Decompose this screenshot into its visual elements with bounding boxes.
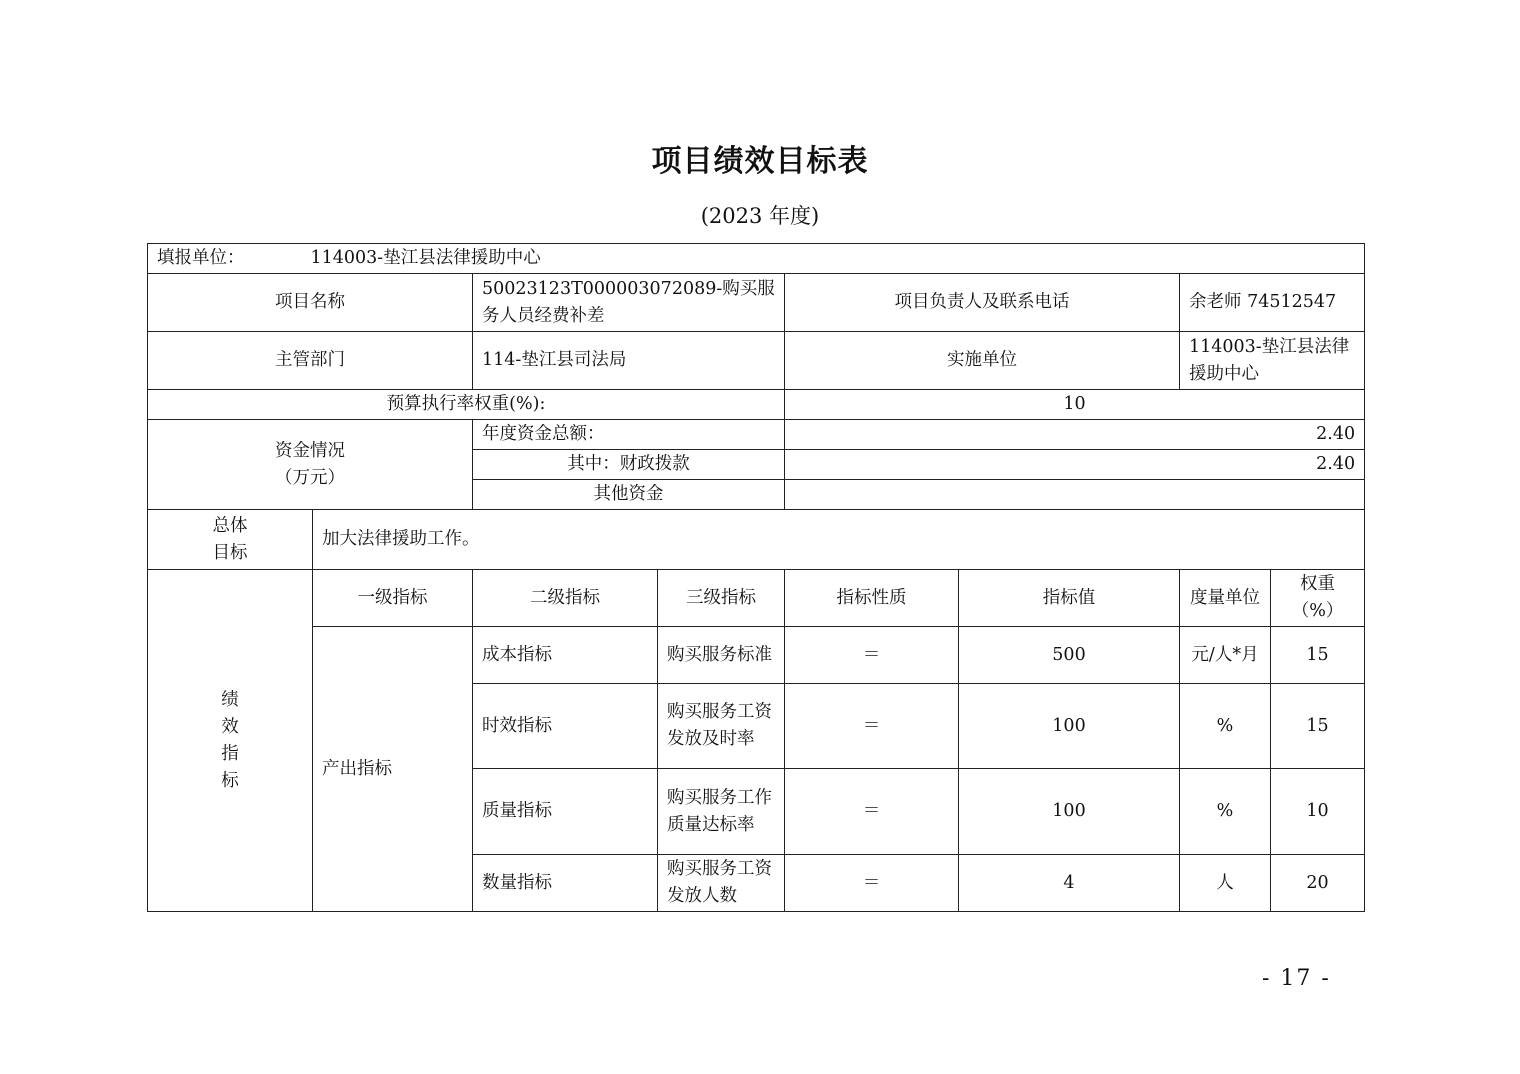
value-cell: 100 bbox=[959, 684, 1180, 769]
funds-label-text: 资金情况 bbox=[275, 440, 345, 461]
level3-cell: 购买服务工作质量达标率 bbox=[658, 769, 785, 855]
level3-cell: 购买服务标准 bbox=[658, 627, 785, 684]
unit-cell: 人 bbox=[1180, 855, 1271, 912]
funds-other-value bbox=[785, 480, 1365, 510]
indicator-header-row bbox=[148, 570, 1365, 627]
funds-other-label: 其他资金 bbox=[473, 480, 785, 510]
header-level2: 二级指标 bbox=[473, 570, 658, 627]
performance-table bbox=[147, 243, 1365, 912]
level2-cell: 时效指标 bbox=[473, 684, 658, 769]
level2-cell: 质量指标 bbox=[473, 769, 658, 855]
level3-cell: 购买服务工资发放及时率 bbox=[658, 684, 785, 769]
document-title: 项目绩效目标表 bbox=[651, 144, 869, 179]
level1-value: 产出指标 bbox=[313, 627, 473, 912]
funds-unit-text: （万元） bbox=[275, 467, 345, 488]
funds-total-row bbox=[148, 420, 1365, 450]
header-unit: 度量单位 bbox=[1180, 570, 1271, 627]
value-cell: 500 bbox=[959, 627, 1180, 684]
weight-cell: 15 bbox=[1271, 627, 1365, 684]
indicator-row bbox=[148, 627, 1365, 684]
level3-cell: 购买服务工资发放人数 bbox=[658, 855, 785, 912]
indicator-section-char: 指 bbox=[221, 743, 239, 764]
funds-fiscal-label: 其中：财政拨款 bbox=[473, 450, 785, 480]
goal-label bbox=[148, 510, 313, 570]
goal-label-line2: 目标 bbox=[212, 542, 248, 563]
dept-label: 主管部门 bbox=[148, 332, 473, 390]
funds-label bbox=[148, 420, 473, 510]
page-number: - 17 - bbox=[1262, 966, 1331, 991]
unit-cell: 元/人*月 bbox=[1180, 627, 1271, 684]
project-name-value: 50023123T000003072089-购买服务人员经费补差 bbox=[473, 274, 785, 332]
goal-label-line1: 总体 bbox=[212, 515, 248, 536]
indicator-section-char: 效 bbox=[221, 716, 239, 737]
header-nature: 指标性质 bbox=[785, 570, 959, 627]
value-cell: 100 bbox=[959, 769, 1180, 855]
header-level3: 三级指标 bbox=[658, 570, 785, 627]
level2-cell: 成本指标 bbox=[473, 627, 658, 684]
goal-row bbox=[148, 510, 1365, 570]
impl-unit-value: 114003-垫江县法律援助中心 bbox=[1180, 332, 1365, 390]
funds-total-label: 年度资金总额： bbox=[473, 420, 785, 450]
contact-value: 余老师 74512547 bbox=[1180, 274, 1365, 332]
nature-cell: ＝ bbox=[785, 769, 959, 855]
funds-total-value: 2.40 bbox=[785, 420, 1365, 450]
weight-cell: 15 bbox=[1271, 684, 1365, 769]
weight-cell: 20 bbox=[1271, 855, 1365, 912]
nature-cell: ＝ bbox=[785, 855, 959, 912]
value-cell: 4 bbox=[959, 855, 1180, 912]
header-level1: 一级指标 bbox=[313, 570, 473, 627]
budget-rate-value: 10 bbox=[785, 390, 1365, 420]
fill-unit-label: 填报单位： bbox=[157, 248, 245, 268]
indicator-section-char: 绩 bbox=[221, 689, 239, 710]
fill-unit-row bbox=[148, 244, 1365, 274]
dept-value: 114-垫江县司法局 bbox=[473, 332, 785, 390]
dept-row bbox=[148, 332, 1365, 390]
contact-label: 项目负责人及联系电话 bbox=[785, 274, 1180, 332]
header-weight: 权重（%） bbox=[1271, 570, 1365, 627]
budget-rate-row bbox=[148, 390, 1365, 420]
impl-unit-label: 实施单位 bbox=[785, 332, 1180, 390]
indicator-section-label bbox=[148, 570, 313, 912]
goal-text: 加大法律援助工作。 bbox=[313, 510, 1365, 570]
fill-unit-cell bbox=[148, 244, 1365, 274]
project-name-row bbox=[148, 274, 1365, 332]
level2-cell: 数量指标 bbox=[473, 855, 658, 912]
project-name-label: 项目名称 bbox=[148, 274, 473, 332]
fill-unit-value: 114003-垫江县法律援助中心 bbox=[310, 248, 541, 268]
header-value: 指标值 bbox=[959, 570, 1180, 627]
budget-rate-label: 预算执行率权重(%): bbox=[148, 390, 785, 420]
nature-cell: ＝ bbox=[785, 684, 959, 769]
unit-cell: % bbox=[1180, 684, 1271, 769]
indicator-section-char: 标 bbox=[221, 770, 239, 791]
unit-cell: % bbox=[1180, 769, 1271, 855]
weight-cell: 10 bbox=[1271, 769, 1365, 855]
document-subtitle: (2023 年度) bbox=[700, 204, 820, 228]
nature-cell: ＝ bbox=[785, 627, 959, 684]
funds-fiscal-value: 2.40 bbox=[785, 450, 1365, 480]
